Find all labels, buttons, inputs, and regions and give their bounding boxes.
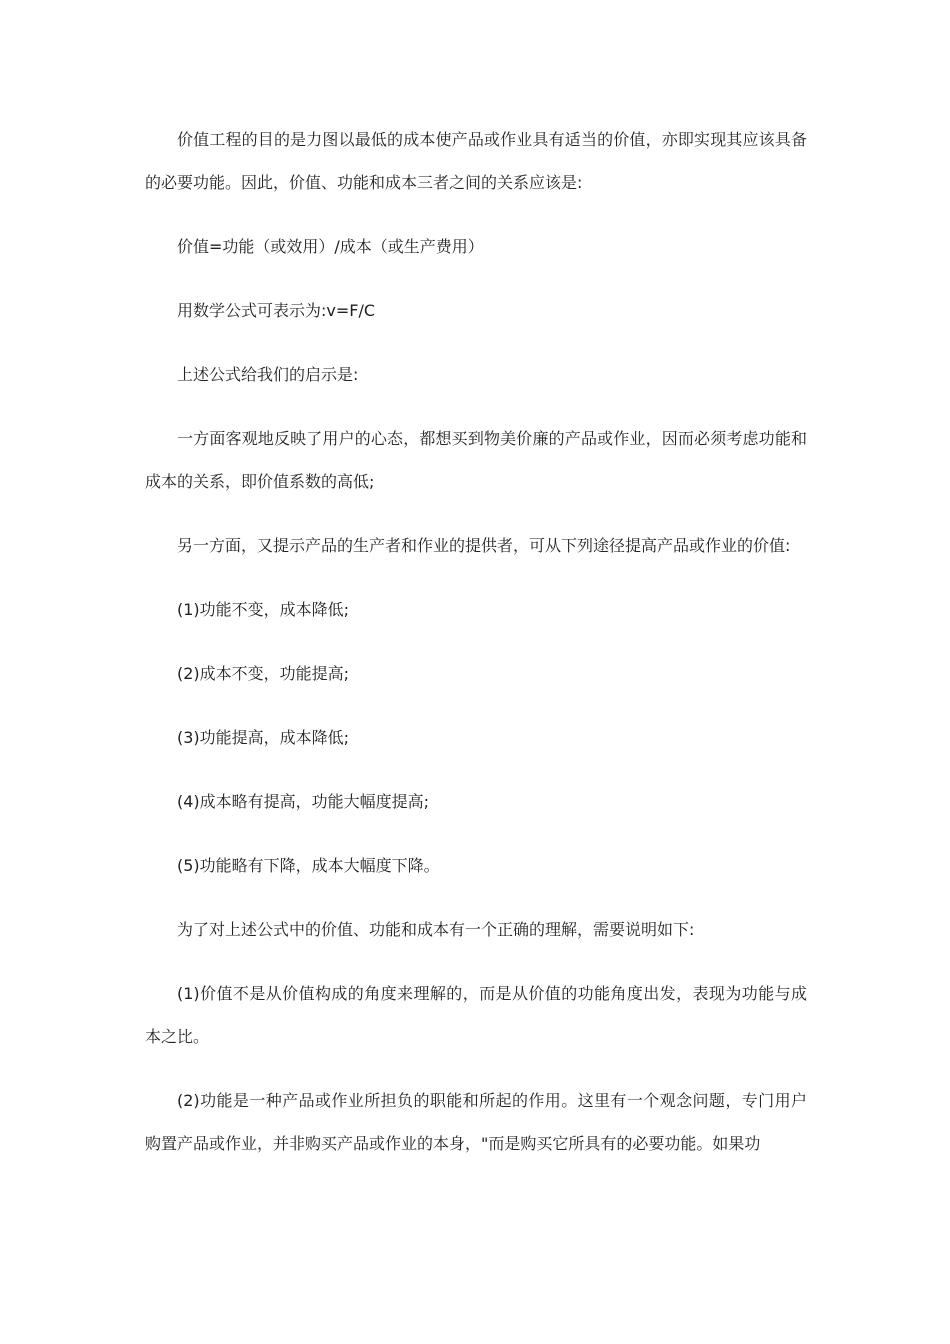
list-item-way-5: (5)功能略有下降，成本大幅度下降。 <box>177 856 440 875</box>
list-item-way-3: (3)功能提高，成本降低; <box>177 728 350 747</box>
paragraph-implications-intro: 上述公式给我们的启示是: <box>177 365 359 384</box>
paragraph-value-definition: 价值=功能（或效用）/成本（或生产费用） <box>177 237 484 256</box>
list-item-way-2: (2)成本不变，功能提高; <box>177 664 350 683</box>
paragraph-value-engineering-purpose: 价值工程的目的是力图以最低的成本使产品或作业具有适当的价值，亦即实现其应该具备的必要功能。因此，价值、功能和成本三者之间的关系应该是: <box>145 130 807 192</box>
document-body <box>145 118 807 1186</box>
list-item-way-4: (4)成本略有提高，功能大幅度提高; <box>177 792 430 811</box>
paragraph-user-perspective: 一方面客观地反映了用户的心态，都想买到物美价廉的产品或作业，因而必须考虑功能和成本的关系，即价值系数的高低; <box>145 429 807 491</box>
paragraph-producer-perspective: 另一方面，又提示产品的生产者和作业的提供者，可从下列途径提高产品或作业的价值: <box>177 536 791 555</box>
paragraph-formula: 用数学公式可表示为:v=F/C <box>177 301 376 320</box>
list-item-way-1: (1)功能不变，成本降低; <box>177 600 350 619</box>
list-item-explanation-2: (2)功能是一种产品或作业所担负的职能和所起的作用。这里有一个观念问题，专门用户购置产品或作业，并非购买产品或作业的本身，"而是购买它所具有的必要功能。如果功 <box>145 1091 807 1153</box>
paragraph-explanation-intro: 为了对上述公式中的价值、功能和成本有一个正确的理解，需要说明如下: <box>177 920 695 939</box>
list-item-explanation-1: (1)价值不是从价值构成的角度来理解的，而是从价值的功能角度出发，表现为功能与成本之比。 <box>145 984 807 1046</box>
